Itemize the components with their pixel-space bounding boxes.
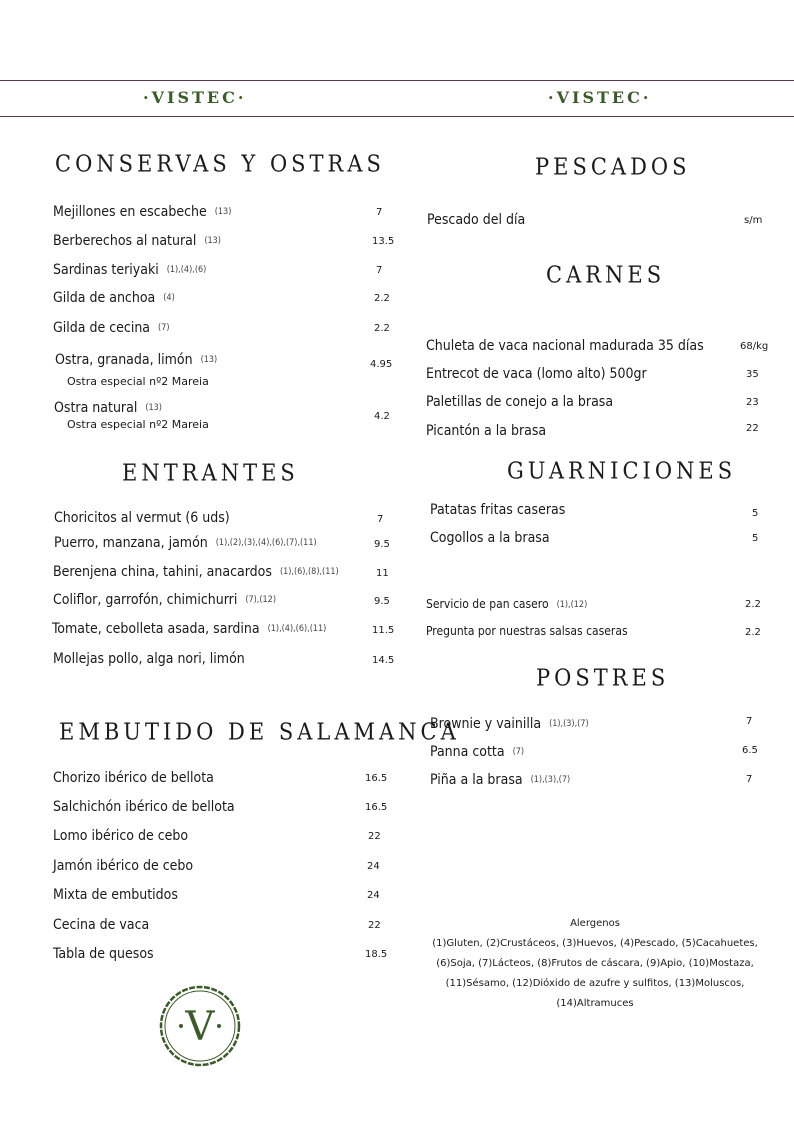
menu-item: Puerro, manzana, jamón (1),(2),(3),(4),(6),(7),(11)	[54, 535, 317, 551]
item-price: s/m	[744, 215, 763, 226]
item-price: 35	[746, 369, 759, 380]
menu-item: Picantón a la brasa	[426, 423, 547, 439]
item-price: 13.5	[372, 236, 395, 247]
item-price: 68/kg	[740, 341, 769, 352]
menu-item: Chuleta de vaca nacional madurada 35 días	[426, 338, 704, 354]
menu-item: Entrecot de vaca (lomo alto) 500gr	[426, 366, 647, 382]
menu-item: Mixta de embutidos	[53, 887, 178, 903]
item-price: 6.5	[742, 745, 758, 756]
item-price: 16.5	[365, 802, 388, 813]
item-price: 22	[746, 423, 759, 434]
item-price: 2.2	[374, 293, 390, 304]
menu-item: Patatas fritas caseras	[430, 502, 566, 518]
menu-item: Tabla de quesos	[53, 946, 154, 962]
item-price: 11.5	[372, 625, 395, 636]
item-price: 7	[376, 265, 383, 276]
item-price: 18.5	[365, 949, 388, 960]
item-price: 4.2	[374, 411, 390, 422]
menu-item: Berberechos al natural (13)	[53, 233, 221, 249]
section-title-postres: POSTRES	[536, 664, 670, 692]
menu-item: Ostra natural (13)	[54, 400, 162, 416]
menu-item: Cogollos a la brasa	[430, 530, 550, 546]
menu-item: Tomate, cebolleta asada, sardina (1),(4),(6),(11)	[52, 621, 327, 637]
allergen-line: (6)Soja, (7)Lácteos, (8)Frutos de cáscara, (9)Apio, (10)Mostaza,	[436, 958, 754, 969]
menu-item: Coliflor, garrofón, chimichurri (7),(12)	[53, 592, 276, 608]
section-title-entrantes: ENTRANTES	[122, 459, 299, 487]
menu-item: Choricitos al vermut (6 uds)	[54, 510, 230, 526]
menu-item: Cecina de vaca	[53, 917, 150, 933]
allergen-title: Alergenos	[570, 918, 620, 929]
menu-item: Chorizo ibérico de bellota	[53, 770, 214, 786]
menu-item: Mejillones en escabeche (13)	[53, 204, 232, 220]
item-subtitle: Ostra especial nº2 Mareia	[67, 375, 209, 388]
menu-item: Lomo ibérico de cebo	[53, 828, 189, 844]
item-price: 2.2	[745, 627, 761, 638]
item-price: 22	[368, 831, 381, 842]
menu-item: Pregunta por nuestras salsas caseras	[426, 624, 628, 638]
section-title-conservas: CONSERVAS Y OSTRAS	[55, 150, 385, 178]
item-price: 9.5	[374, 539, 390, 550]
allergen-legend	[420, 914, 770, 1014]
item-price: 7	[377, 514, 384, 525]
item-price: 11	[376, 568, 389, 579]
item-price: 14.5	[372, 655, 395, 666]
menu-item: Ostra, granada, limón (13)	[55, 352, 218, 368]
menu-item: Gilda de anchoa (4)	[53, 290, 175, 306]
seal-letter: V	[185, 1004, 215, 1050]
menu-item: Berenjena china, tahini, anacardos (1),(6),(8),(11)	[53, 564, 339, 580]
item-price: 7	[746, 716, 753, 727]
menu-item: Salchichón ibérico de bellota	[53, 799, 235, 815]
item-price: 9.5	[374, 596, 390, 607]
allergen-line: (1)Gluten, (2)Crustáceos, (3)Huevos, (4)Pescado, (5)Cacahuetes,	[432, 938, 758, 949]
item-price: 2.2	[745, 599, 761, 610]
menu-item: Jamón ibérico de cebo	[53, 858, 194, 874]
menu-item: Paletillas de conejo a la brasa	[426, 394, 614, 410]
menu-item: Brownie y vainilla (1),(3),(7)	[430, 716, 589, 732]
item-price: 24	[367, 861, 380, 872]
allergen-line: (14)Altramuces	[556, 998, 634, 1009]
header-band	[0, 80, 794, 117]
item-price: 24	[367, 890, 380, 901]
logo-right: ·VISTEC·	[548, 88, 652, 107]
menu-item: Piña a la brasa (1),(3),(7)	[430, 772, 571, 788]
menu-item: Panna cotta (7)	[430, 744, 525, 760]
menu-item: Gilda de cecina (7)	[53, 320, 170, 336]
item-price: 16.5	[365, 773, 388, 784]
item-subtitle: Ostra especial nº2 Mareia	[67, 418, 209, 431]
item-price: 22	[368, 920, 381, 931]
item-price: 5	[752, 533, 759, 544]
item-price: 7	[746, 774, 753, 785]
item-price: 23	[746, 397, 759, 408]
section-title-embutido: EMBUTIDO DE SALAMANCA	[59, 718, 460, 746]
logo-left: ·VISTEC·	[143, 88, 247, 107]
section-title-carnes: CARNES	[546, 261, 666, 289]
allergen-line: (11)Sésamo, (12)Dióxido de azufre y sulfitos, (13)Moluscos,	[445, 978, 745, 989]
menu-item: Pescado del día	[427, 212, 526, 228]
item-price: 4.95	[370, 359, 393, 370]
item-price: 2.2	[374, 323, 390, 334]
seal-logo	[159, 985, 241, 1067]
section-title-guarniciones: GUARNICIONES	[507, 457, 737, 485]
item-price: 5	[752, 508, 759, 519]
menu-item: Servicio de pan casero (1),(12)	[426, 597, 588, 611]
menu-item: Mollejas pollo, alga nori, limón	[53, 651, 245, 667]
item-price: 7	[376, 207, 383, 218]
menu-item: Sardinas teriyaki (1),(4),(6)	[53, 262, 207, 278]
section-title-pescados: PESCADOS	[535, 153, 691, 181]
